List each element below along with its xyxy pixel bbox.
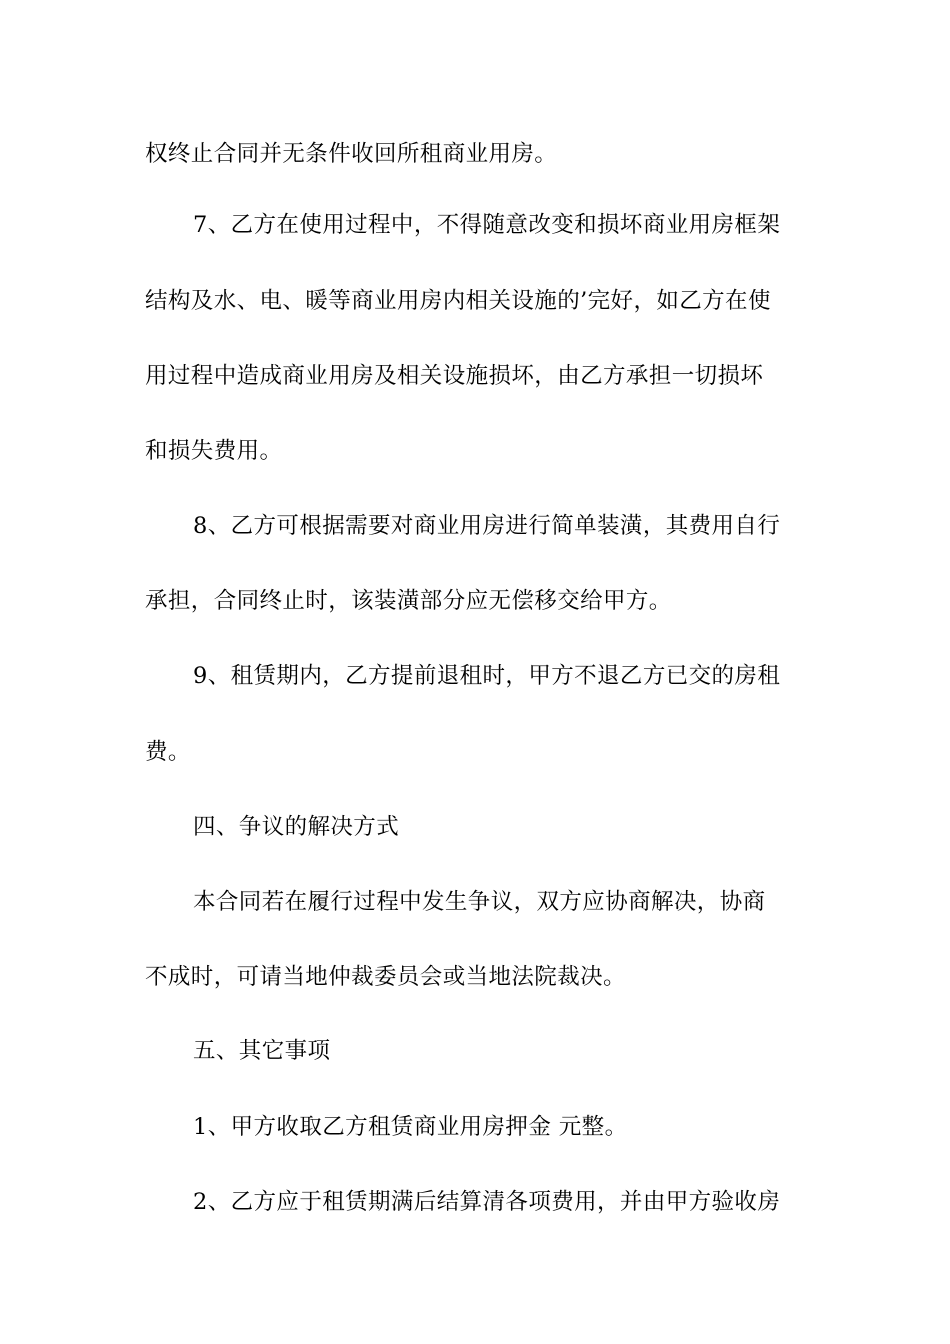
- section-heading-other: 五、其它事项: [193, 1038, 331, 1064]
- text-line: 结构及水、电、暖等商业用房内相关设施的’完好，如乙方在使: [145, 288, 771, 314]
- text-line: 用过程中造成商业用房及相关设施损坏，由乙方承担一切损坏: [145, 363, 764, 389]
- clause-9-line: 9、租赁期内，乙方提前退租时，甲方不退乙方已交的房租: [193, 663, 781, 689]
- text-line: 权终止合同并无条件收回所租商业用房。: [145, 141, 558, 167]
- text-line: 承担，合同终止时，该装潢部分应无偿移交给甲方。: [145, 588, 672, 614]
- clause-1-line: 1、甲方收取乙方租赁商业用房押金 元整。: [193, 1114, 628, 1140]
- clause-2-line: 2、乙方应于租赁期满后结算清各项费用，并由甲方验收房: [193, 1189, 781, 1215]
- section-heading-dispute: 四、争议的解决方式: [193, 814, 400, 840]
- clause-7-line: 7、乙方在使用过程中，不得随意改变和损坏商业用房框架: [193, 212, 781, 238]
- text-line: 不成时，可请当地仲裁委员会或当地法院裁决。: [145, 964, 626, 990]
- clause-8-line: 8、乙方可根据需要对商业用房进行简单装潢，其费用自行: [193, 513, 781, 539]
- dispute-paragraph-line: 本合同若在履行过程中发生争议，双方应协商解决，协商: [193, 889, 766, 915]
- text-line: 和损失费用。: [145, 438, 283, 464]
- text-line: 费。: [145, 739, 191, 765]
